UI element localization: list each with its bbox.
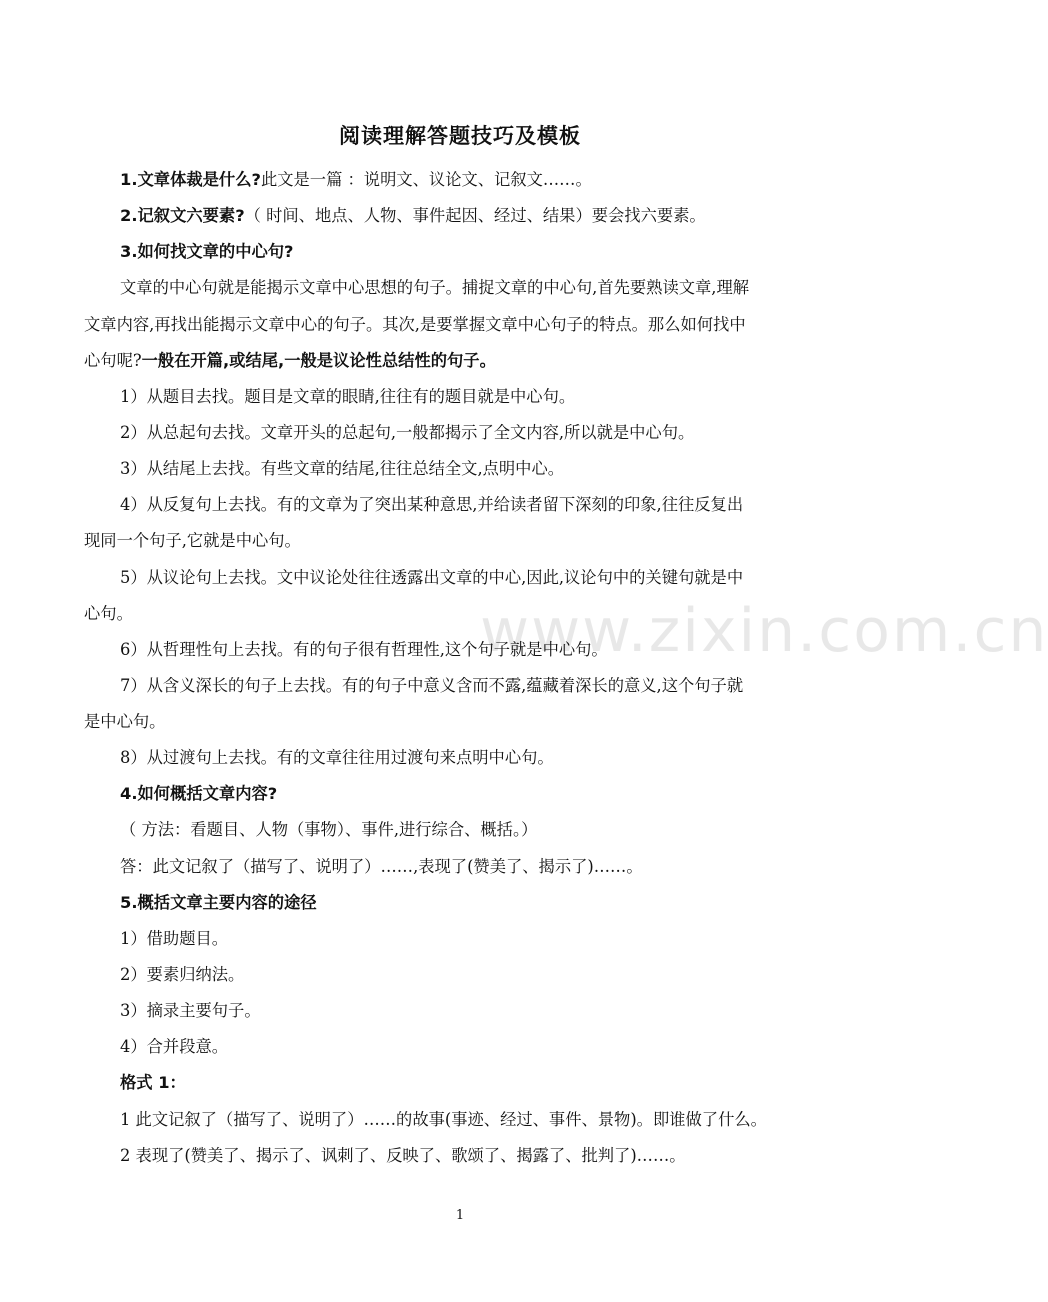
- method-5-line-1: 5）从议论句上去找。文中议论处往往透露出文章的中心,因此,议论句中的关键句就是中: [120, 568, 744, 587]
- format-1-line-2: 2 表现了(赞美了、揭示了、讽刺了、反映了、歌颂了、揭露了、批判了)……。: [120, 1146, 686, 1165]
- way-3: 3）摘录主要句子。: [120, 1001, 261, 1020]
- format-1-line-1: 1 此文记叙了（描写了、说明了）……的故事(事迹、经过、事件、景物)。即谁做了什么。: [120, 1110, 767, 1129]
- page-number: 1: [455, 1208, 465, 1223]
- q2-line: [120, 204, 840, 228]
- q1-text: 此文是一篇 ：说明文、议论文、记叙文……。: [260, 170, 592, 189]
- q3-paragraph-emphasis: 一般在开篇,或结尾,一般是议论性总结性的句子。: [141, 351, 496, 370]
- method-2: 2）从总起句去找。文章开头的总起句,一般都揭示了全文内容,所以就是中心句。: [120, 423, 695, 442]
- q1-heading: 1.文章体裁是什么?: [120, 170, 261, 189]
- q3-heading: 3.如何找文章的中心句?: [120, 242, 294, 261]
- q3-paragraph-line-3: [84, 349, 839, 373]
- format-1-heading: 格式 1：: [120, 1073, 186, 1092]
- q2-text: （ 时间、地点、人物、事件起因、经过、结果）要会找六要素。: [244, 206, 706, 225]
- way-1: 1）借助题目。: [120, 929, 229, 948]
- method-8: 8）从过渡句上去找。有的文章往往用过渡句来点明中心句。: [120, 748, 554, 767]
- way-4: 4）合并段意。: [120, 1037, 229, 1056]
- way-2: 2）要素归纳法。: [120, 965, 245, 984]
- method-5-line-2: 心句。: [84, 604, 133, 623]
- q5-heading: 5.概括文章主要内容的途径: [120, 893, 317, 912]
- method-7-line-1: 7）从含义深长的句子上去找。有的句子中意义含而不露,蕴藏着深长的意义,这个句子就: [120, 676, 744, 695]
- method-4-line-2: 现同一个句子,它就是中心句。: [84, 531, 301, 550]
- q4-heading: 4.如何概括文章内容?: [120, 784, 278, 803]
- method-7-line-2: 是中心句。: [84, 712, 166, 731]
- method-3: 3）从结尾上去找。有些文章的结尾,往往总结全文,点明中心。: [120, 459, 565, 478]
- q3-paragraph-line-2: 文章内容,再找出能揭示文章中心的句子。其次,是要掌握文章中心句子的特点。那么如何找中: [84, 315, 746, 334]
- method-6: 6）从哲理性句上去找。有的句子很有哲理性,这个句子就是中心句。: [120, 640, 608, 659]
- q3-paragraph-line-1: 文章的中心句就是能揭示文章中心思想的句子。捕捉文章的中心句,首先要熟读文章,理解: [120, 278, 750, 297]
- q4-method: （ 方法：看题目、人物（事物）、事件,进行综合、概括。）: [120, 820, 538, 839]
- q2-heading: 2.记叙文六要素?: [120, 206, 245, 225]
- q4-answer: 答：此文记叙了（描写了、说明了）……,表现了(赞美了、揭示了)……。: [120, 857, 643, 876]
- q1-line: [120, 168, 840, 192]
- watermark: www.zixin.com.cn: [480, 596, 1048, 666]
- method-1: 1）从题目去找。题目是文章的眼睛,往往有的题目就是中心句。: [120, 387, 576, 406]
- q3-paragraph-question: 心句呢?: [84, 351, 142, 370]
- method-4-line-1: 4）从反复句上去找。有的文章为了突出某种意思,并给读者留下深刻的印象,往往反复出: [120, 495, 744, 514]
- page-title: 阅读理解答题技巧及模板: [339, 124, 581, 148]
